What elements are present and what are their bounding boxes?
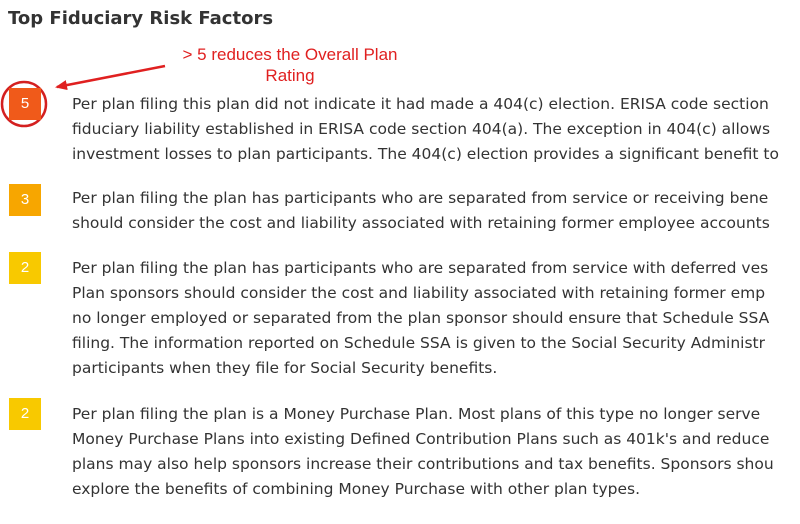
risk-factor-description	[72, 256, 800, 381]
risk-factor-item	[0, 398, 800, 508]
risk-score-badge: 2	[9, 398, 41, 430]
annotation-line-2: Rating	[265, 66, 315, 85]
risk-factor-item	[0, 252, 800, 377]
description-line: Per plan filing the plan has participants who are separated from service with deferred ves	[72, 259, 769, 277]
description-line: filing. The information reported on Schedule SSA is given to the Social Security Administr	[72, 334, 766, 352]
description-line: Per plan filing the plan is a Money Purchase Plan. Most plans of this type no longer serve	[72, 405, 761, 423]
description-line: Per plan filing the plan has participants who are separated from service or receiving bene	[72, 189, 769, 207]
annotation-arrow	[57, 66, 165, 87]
risk-score-badge: 2	[9, 252, 41, 284]
risk-factor-item	[0, 88, 800, 198]
risk-factor-description	[72, 92, 800, 167]
description-line: participants when they file for Social Security benefits.	[72, 359, 498, 377]
description-line: Plan sponsors should consider the cost and liability associated with retaining former emp	[72, 284, 766, 302]
description-line: explore the benefits of combining Money Purchase with other plan types.	[72, 480, 641, 498]
risk-score-badge: 3	[9, 184, 41, 216]
description-line: plans may also help sponsors increase their contributions and tax benefits. Sponsors shou	[72, 455, 774, 473]
description-line: no longer employed or separated from the plan sponsor should ensure that Schedule SSA	[72, 309, 770, 327]
risk-factor-description	[72, 402, 800, 502]
page-title: Top Fiduciary Risk Factors	[8, 8, 274, 29]
description-line: investment losses to plan participants. The 404(c) election provides a significant benefit to	[72, 145, 779, 163]
annotation-line-1: > 5 reduces the Overall Plan	[182, 45, 398, 64]
risk-factor-description	[72, 186, 800, 236]
description-line: Per plan filing this plan did not indicate it had made a 404(c) election. ERISA code section	[72, 95, 769, 113]
description-line: Money Purchase Plans into existing Defined Contribution Plans such as 401k's and reduce	[72, 430, 770, 448]
annotation-callout	[150, 44, 430, 86]
description-line: should consider the cost and liability associated with retaining former employee accounts	[72, 214, 770, 232]
risk-score-badge: 5	[9, 88, 41, 120]
description-line: fiduciary liability established in ERISA code section 404(a). The exception in 404(c) allows	[72, 120, 771, 138]
